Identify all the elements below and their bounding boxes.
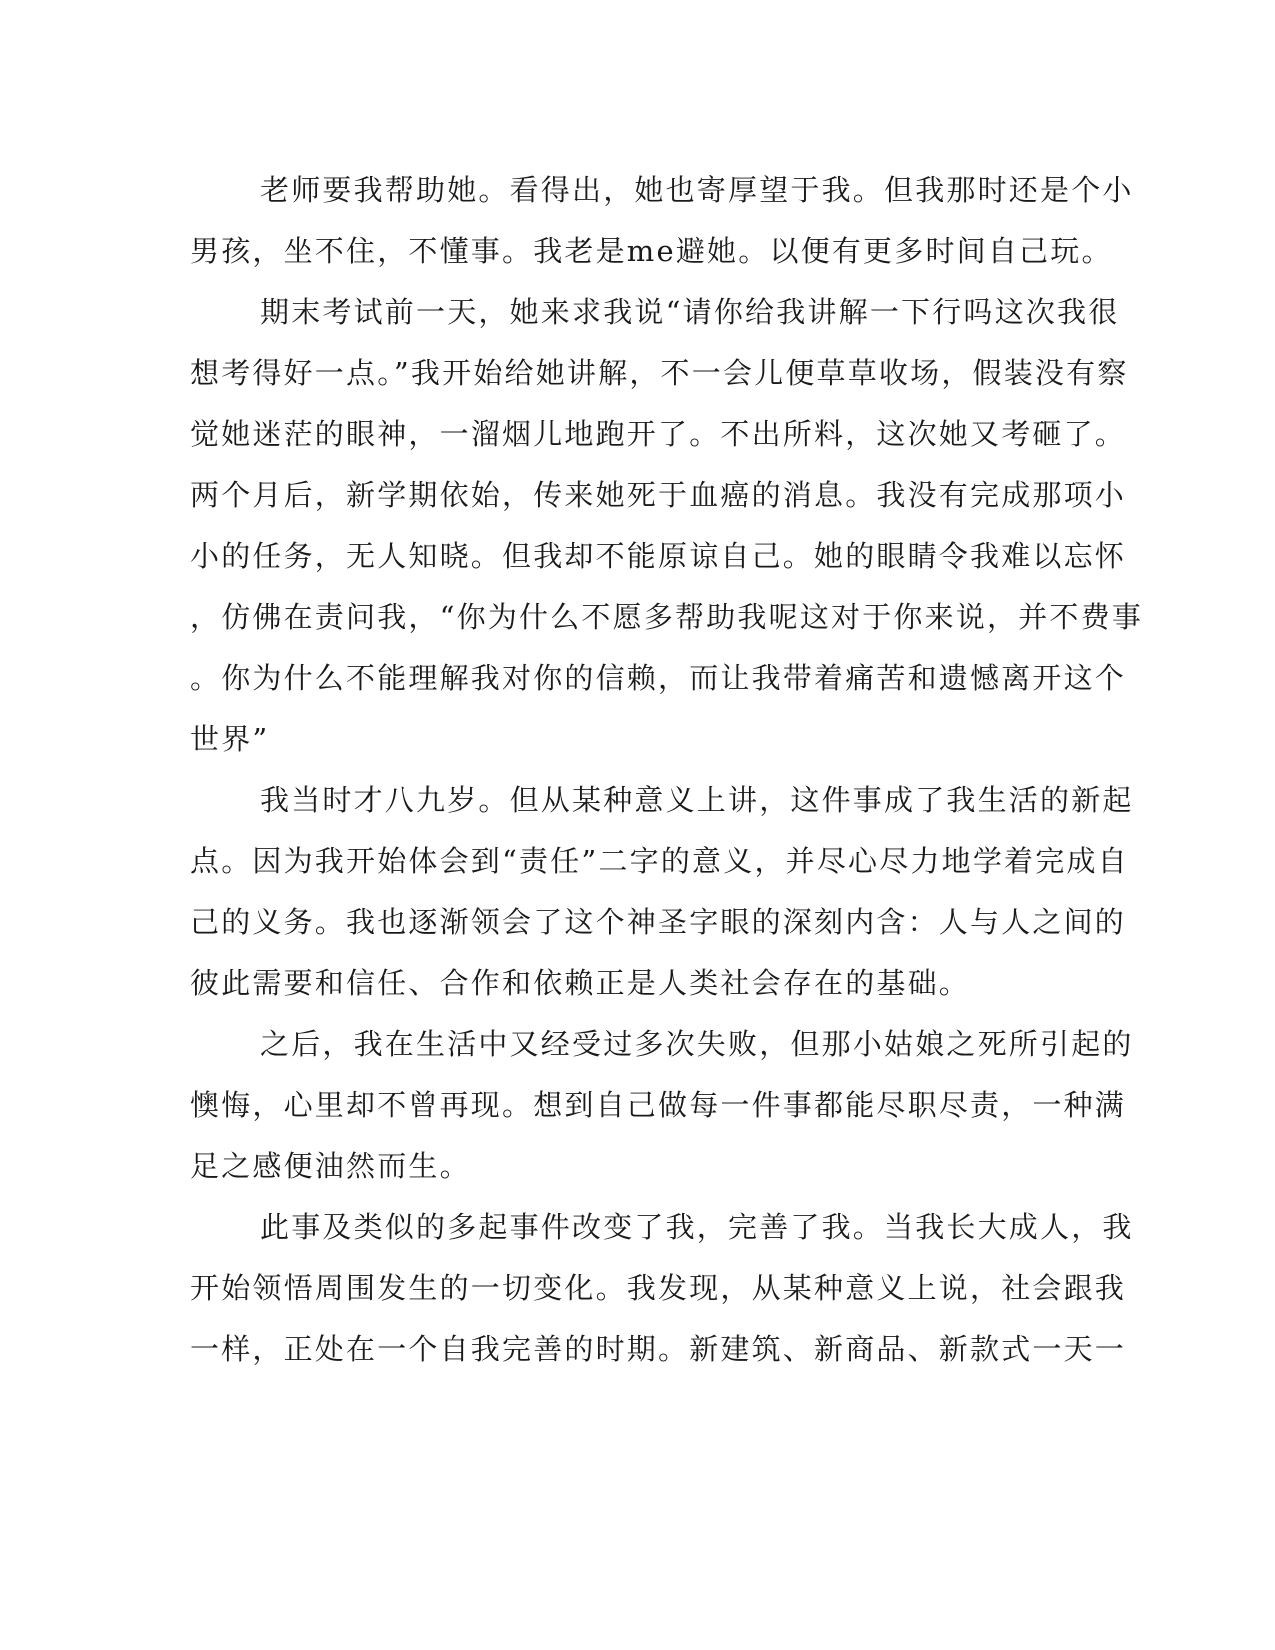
text-line: 我当时才八九岁。但从某种意义上讲，这件事成了我生活的新起 [260, 783, 1134, 817]
text-line: 此事及类似的多起事件改变了我，完善了我。当我长大成人，我 [260, 1210, 1134, 1244]
text-line: 小的任务，无人知晓。但我却不能原谅自己。她的眼睛令我难以忘怀 [190, 539, 1127, 573]
text-line: 之后，我在生活中又经受过多次失败，但那小姑娘之死所引起的 [260, 1027, 1134, 1061]
text-line: 足之感便油然而生。 [190, 1149, 471, 1183]
text-line: 。你为什么不能理解我对你的信赖，而让我带着痛苦和遗憾离开这个 [190, 661, 1127, 695]
text-line: 男孩，坐不住，不懂事。我老是me避她。以便有更多时间自己玩。 [190, 234, 1113, 268]
text-line: ，仿佛在责问我，“你为什么不愿多帮助我呢这对于你来说，并不费事 [190, 600, 1144, 634]
text-line: 彼此需要和信任、合作和依赖正是人类社会存在的基础。 [190, 966, 971, 1000]
text-line: 己的义务。我也逐渐领会了这个神圣字眼的深刻内含：人与人之间的 [190, 905, 1127, 939]
text-line: 懊悔，心里却不曾再现。想到自己做每一件事都能尽职尽责，一种满 [190, 1088, 1127, 1122]
text-line: 点。因为我开始体会到“责任”二字的意义，并尽心尽力地学着完成自 [190, 844, 1129, 878]
text-line: 一样，正处在一个自我完善的时期。新建筑、新商品、新款式一天一 [190, 1332, 1127, 1366]
body-text [190, 160, 1144, 1380]
text-line: 老师要我帮助她。看得出，她也寄厚望于我。但我那时还是个小 [260, 173, 1134, 207]
text-line: 两个月后，新学期依始，传来她死于血癌的消息。我没有完成那项小 [190, 478, 1127, 512]
text-line: 开始领悟周围发生的一切变化。我发现，从某种意义上说，社会跟我 [190, 1271, 1127, 1305]
text-line: 世界” [190, 722, 270, 756]
text-line: 想考得好一点。”我开始给她讲解，不一会儿便草草收场，假装没有察 [190, 356, 1129, 390]
text-line: 期末考试前一天，她来求我说“请你给我讲解一下行吗这次我很 [260, 295, 1120, 329]
text-line: 觉她迷茫的眼神，一溜烟儿地跑开了。不出所料，这次她又考砸了。 [190, 417, 1127, 451]
